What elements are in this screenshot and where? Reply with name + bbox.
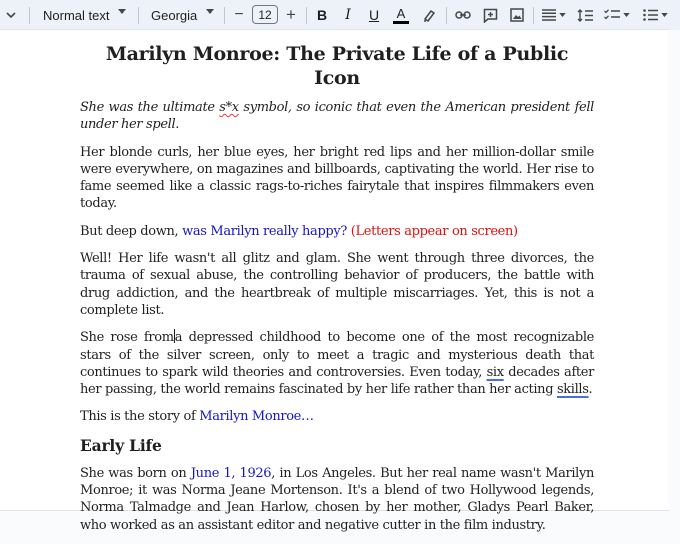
subtitle-text-end: symbol, so iconic that even the American president fell under her spell. xyxy=(80,100,594,133)
rise-text-b: a depressed childhood to become one of the most recognizable stars of the silver screen, only to meet a tragic and mysterious death that continues to spark wild theories and controversies. Even today, xyxy=(80,330,594,380)
caret-down-icon xyxy=(661,13,668,17)
paragraph-struggles: Well! Her life wasn't all glitz and glam. She went through three divorces, the trauma of sexual abuse, the controlling behavior of producers, the battle with drug addiction, and the heartbreak of multiple miscarriages. Yet, this is not a complete list. xyxy=(80,251,594,318)
toolbar-divider xyxy=(138,7,139,24)
paragraph-early-life xyxy=(80,465,594,534)
birth-date: June 1, 1926 xyxy=(190,465,272,481)
paragraph-style-dropdown[interactable] xyxy=(36,0,132,30)
rise-text-a: She rose from xyxy=(80,330,174,346)
caret-down-icon xyxy=(206,9,214,14)
align-justify-icon xyxy=(542,9,556,21)
toolbar-divider xyxy=(533,7,534,24)
caret-down-icon xyxy=(559,13,566,17)
toolbar-divider xyxy=(29,7,30,24)
question-lead: But deep down, xyxy=(80,223,183,239)
rise-text-c: decades after her passing, the world remains fascinated by her life rather than her acting xyxy=(80,364,594,398)
checklist-icon xyxy=(604,9,620,22)
italic-button[interactable]: I xyxy=(345,7,351,23)
toolbar-divider xyxy=(446,7,447,24)
subtitle-text-start: She was the ultimate xyxy=(80,100,220,115)
text-color-swatch xyxy=(393,21,409,24)
paragraph-story xyxy=(80,408,594,425)
spelling-flagged-word[interactable]: s*x xyxy=(219,100,239,115)
birth-lead: She was born on xyxy=(80,465,191,481)
toolbar-divider xyxy=(306,7,307,24)
caret-down-icon xyxy=(118,9,126,14)
caret-down-icon xyxy=(623,13,630,17)
add-comment-icon[interactable] xyxy=(479,0,501,30)
grammar-flagged-six[interactable]: six xyxy=(486,364,504,380)
paragraph-intro: Her blonde curls, her blue eyes, her bright red lips and her million-dollar smile were everywhere, on magazines and billboards, captivating the world. Her rise to fame seemed like a classic rags-to-riches fairytale that inspires filmmakers even today. xyxy=(80,144,594,212)
bulleted-list-dropdown[interactable] xyxy=(638,0,672,30)
line-spacing-icon[interactable] xyxy=(574,0,596,30)
checklist-dropdown[interactable] xyxy=(600,0,634,30)
birth-text: , in Los Angeles. But her real name wasn't Marilyn Monroe; it was Norma Jeane Mortenson. It's a blend of two Hollywood legends, Norma Talmadge and Jean Harlow, chosen by her mother, Gladys Pearl Baker, who worked as an assistant editor and negative cutter in the film industry. xyxy=(80,465,595,533)
font-family-dropdown[interactable] xyxy=(144,0,220,30)
question-highlight: was Marilyn really happy? xyxy=(182,223,348,239)
text-color-letter: A xyxy=(396,5,406,21)
highlight-pen-icon[interactable] xyxy=(419,0,439,30)
subtitle-paragraph xyxy=(80,99,594,134)
document-title: Marilyn Monroe: The Private Life of a Public Icon xyxy=(105,43,569,89)
text-color-button[interactable] xyxy=(391,0,411,30)
paragraph-rise xyxy=(80,329,594,398)
rise-text-d: . xyxy=(588,382,593,398)
formatting-toolbar xyxy=(0,0,680,30)
insert-image-icon[interactable] xyxy=(506,0,528,30)
bold-button[interactable]: B xyxy=(316,7,328,23)
story-lead: This is the story of xyxy=(80,409,200,425)
grammar-flagged-skills[interactable]: skills xyxy=(556,382,589,398)
story-name: Marilyn Monroe… xyxy=(199,409,314,425)
increase-font-size-button[interactable]: + xyxy=(286,5,296,24)
decrease-font-size-button[interactable]: − xyxy=(234,6,244,23)
toolbar-divider xyxy=(224,7,225,24)
align-dropdown[interactable] xyxy=(539,0,569,30)
document-body[interactable] xyxy=(80,42,594,544)
bulleted-list-icon xyxy=(643,9,658,21)
paragraph-question xyxy=(80,223,594,240)
font-family-label: Georgia xyxy=(151,7,198,23)
font-size-input[interactable]: 12 xyxy=(252,5,278,24)
insert-link-icon[interactable] xyxy=(452,0,474,30)
screen-note: (Letters appear on screen) xyxy=(347,223,518,239)
heading-early-life: Early Life xyxy=(80,435,162,455)
scroll-gutter xyxy=(668,30,680,510)
paragraph-style-label: Normal text xyxy=(43,7,110,23)
underline-button[interactable]: U xyxy=(368,7,380,23)
chevron-down-icon[interactable] xyxy=(0,0,22,30)
